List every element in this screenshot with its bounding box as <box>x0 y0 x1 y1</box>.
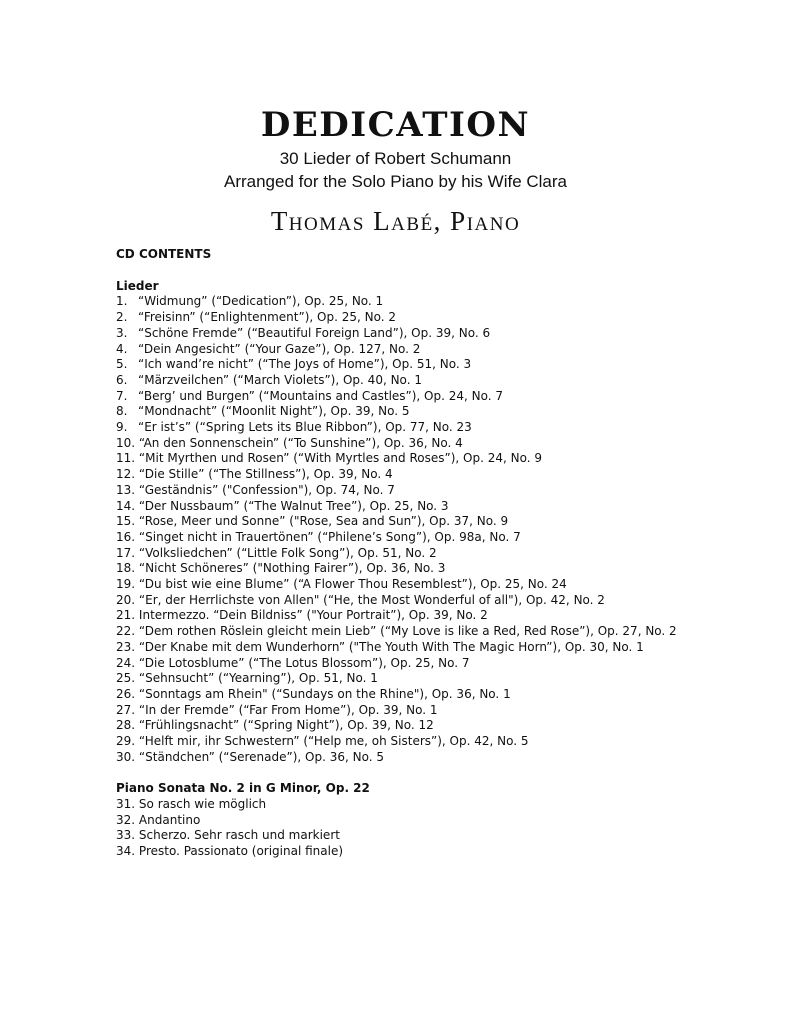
album-title: DEDICATION <box>260 105 531 145</box>
track-title: “Der Nussbaum” (“The Walnut Tree”), Op. 25, No. 3 <box>138 498 449 513</box>
track-item <box>116 687 776 703</box>
track-number: 7. <box>116 388 128 403</box>
track-item <box>116 561 776 577</box>
track-number: 11. <box>116 451 136 466</box>
track-title: “Geständnis” ("Confession"), Op. 74, No. 7 <box>138 482 395 497</box>
lieder-track-list <box>116 294 776 765</box>
track-item <box>116 451 776 467</box>
track-item <box>116 514 776 530</box>
track-number: 9. <box>116 420 128 435</box>
track-number: 12. <box>116 467 136 482</box>
track-number: 17. <box>116 545 136 560</box>
contents-heading: CD CONTENTS <box>116 247 212 261</box>
track-number: 24. <box>116 655 136 670</box>
track-title: “Sonntags am Rhein" (“Sundays on the Rhine"), Op. 36, No. 1 <box>138 686 511 701</box>
track-number: 29. <box>116 734 136 749</box>
album-subtitle-arrangement: Arranged for the Solo Piano by his Wife Clara <box>223 172 567 191</box>
track-item <box>116 546 776 562</box>
track-title: “Die Lotosblume” (“The Lotus Blossom”), Op. 25, No. 7 <box>138 655 470 670</box>
track-title: Intermezzo. “Dein Bildniss” ("Your Portrait”), Op. 39, No. 2 <box>138 608 488 623</box>
track-item <box>116 467 776 483</box>
track-item <box>116 577 776 593</box>
track-title: “Mit Myrthen und Rosen” (“With Myrtles and Roses”), Op. 24, No. 9 <box>138 451 542 466</box>
track-item <box>116 718 776 734</box>
track-item <box>116 844 776 860</box>
track-title: “Nicht Schöneres” ("Nothing Fairer”), Op. 36, No. 3 <box>138 561 446 576</box>
track-item <box>116 499 776 515</box>
track-item <box>116 797 776 813</box>
track-title: “Berg’ und Burgen” (“Mountains and Castles”), Op. 24, No. 7 <box>138 388 504 403</box>
track-item <box>116 294 776 310</box>
track-title: “Du bist wie eine Blume” (“A Flower Thou Resemblest”), Op. 25, No. 24 <box>138 577 567 592</box>
cd-contents <box>116 247 776 860</box>
track-title: “Sehnsucht” (“Yearning”), Op. 51, No. 1 <box>138 671 378 686</box>
track-number: 8. <box>116 404 128 419</box>
track-number: 22. <box>116 624 136 639</box>
track-title: “Frühlingsnacht” (“Spring Night”), Op. 39, No. 12 <box>138 718 434 733</box>
track-item <box>116 828 776 844</box>
track-item <box>116 734 776 750</box>
track-number: 27. <box>116 702 136 717</box>
track-title: “Singet nicht in Trauertönen” (“Philene’s Song”), Op. 98a, No. 7 <box>138 529 521 544</box>
track-title: “In der Fremde” (“Far From Home”), Op. 39, No. 1 <box>138 702 438 717</box>
track-title: So rasch wie möglich <box>138 796 267 811</box>
track-title: “Rose, Meer und Sonne” ("Rose, Sea and Sun”), Op. 37, No. 9 <box>138 514 509 529</box>
track-item <box>116 436 776 452</box>
track-number: 23. <box>116 639 136 654</box>
lieder-heading: Lieder <box>116 278 159 293</box>
track-number: 4. <box>116 341 128 356</box>
track-number: 18. <box>116 561 136 576</box>
track-title: “Volksliedchen” (“Little Folk Song”), Op. 51, No. 2 <box>138 545 437 560</box>
track-item <box>116 703 776 719</box>
track-number: 28. <box>116 718 136 733</box>
track-item <box>116 373 776 389</box>
track-title: Scherzo. Sehr rasch und markiert <box>138 828 340 843</box>
track-item <box>116 357 776 373</box>
track-title: “Märzveilchen” (“March Violets”), Op. 40, No. 1 <box>138 372 422 387</box>
track-number: 1. <box>116 294 128 309</box>
track-item <box>116 608 776 624</box>
track-item <box>116 624 776 640</box>
track-number: 30. <box>116 749 136 764</box>
track-item <box>116 326 776 342</box>
track-number: 32. <box>116 812 136 827</box>
track-title: “Helft mir, ihr Schwestern” (“Help me, oh Sisters”), Op. 42, No. 5 <box>138 734 529 749</box>
track-title: Presto. Passionato (original finale) <box>138 844 344 858</box>
track-title: “Der Knabe mit dem Wunderhorn” ("The Youth With The Magic Horn”), Op. 30, No. 1 <box>138 639 644 654</box>
track-number: 16. <box>116 529 136 544</box>
track-title: “Er, der Herrlichste von Allen" (“He, the Most Wonderful of all"), Op. 42, No. 2 <box>138 592 605 607</box>
track-title: “Er ist’s” (“Spring Lets its Blue Ribbon”), Op. 77, No. 23 <box>138 420 472 435</box>
track-number: 3. <box>116 325 128 340</box>
performer-credit: Thomas Labé, Piano <box>270 206 521 236</box>
track-number: 13. <box>116 482 136 497</box>
track-number: 20. <box>116 592 136 607</box>
track-item <box>116 530 776 546</box>
track-item <box>116 593 776 609</box>
track-item <box>116 813 776 829</box>
track-item <box>116 750 776 766</box>
track-item <box>116 483 776 499</box>
track-title: “Freisinn” (“Enlightenment”), Op. 25, No. 2 <box>138 310 396 325</box>
track-number: 14. <box>116 498 136 513</box>
track-item <box>116 640 776 656</box>
track-number: 19. <box>116 577 136 592</box>
track-number: 34. <box>116 844 136 858</box>
track-number: 15. <box>116 514 136 529</box>
track-number: 10. <box>116 435 136 450</box>
sonata-track-list <box>116 797 776 860</box>
track-item <box>116 671 776 687</box>
track-number: 5. <box>116 357 128 372</box>
track-item <box>116 310 776 326</box>
track-item <box>116 404 776 420</box>
track-number: 25. <box>116 671 136 686</box>
track-title: “Dein Angesicht” (“Your Gaze”), Op. 127, No. 2 <box>138 341 421 356</box>
track-item <box>116 420 776 436</box>
track-number: 2. <box>116 310 128 325</box>
track-title: “Mondnacht” (“Moonlit Night”), Op. 39, No. 5 <box>138 404 410 419</box>
track-item <box>116 342 776 358</box>
track-title: “Die Stille” (“The Stillness”), Op. 39, No. 4 <box>138 467 393 482</box>
track-number: 26. <box>116 686 136 701</box>
track-item <box>116 389 776 405</box>
track-number: 6. <box>116 372 128 387</box>
track-number: 31. <box>116 796 136 811</box>
track-number: 21. <box>116 608 136 623</box>
track-number: 33. <box>116 828 136 843</box>
track-title: “An den Sonnenschein” (“To Sunshine”), Op. 36, No. 4 <box>138 435 463 450</box>
track-title: “Ich wand’re nicht” (“The Joys of Home”), Op. 51, No. 3 <box>138 357 472 372</box>
track-title: “Widmung” (“Dedication”), Op. 25, No. 1 <box>138 294 384 309</box>
track-item <box>116 656 776 672</box>
sonata-heading: Piano Sonata No. 2 in G Minor, Op. 22 <box>116 781 370 796</box>
album-subtitle: 30 Lieder of Robert Schumann <box>279 149 512 168</box>
track-title: “Schöne Fremde” (“Beautiful Foreign Land”), Op. 39, No. 6 <box>138 325 491 340</box>
track-title: Andantino <box>138 812 201 827</box>
track-title: “Ständchen” (“Serenade”), Op. 36, No. 5 <box>138 749 385 764</box>
track-title: “Dem rothen Röslein gleicht mein Lieb” (“My Love is like a Red, Red Rose”), Op. 27, No. 2 <box>138 624 677 639</box>
